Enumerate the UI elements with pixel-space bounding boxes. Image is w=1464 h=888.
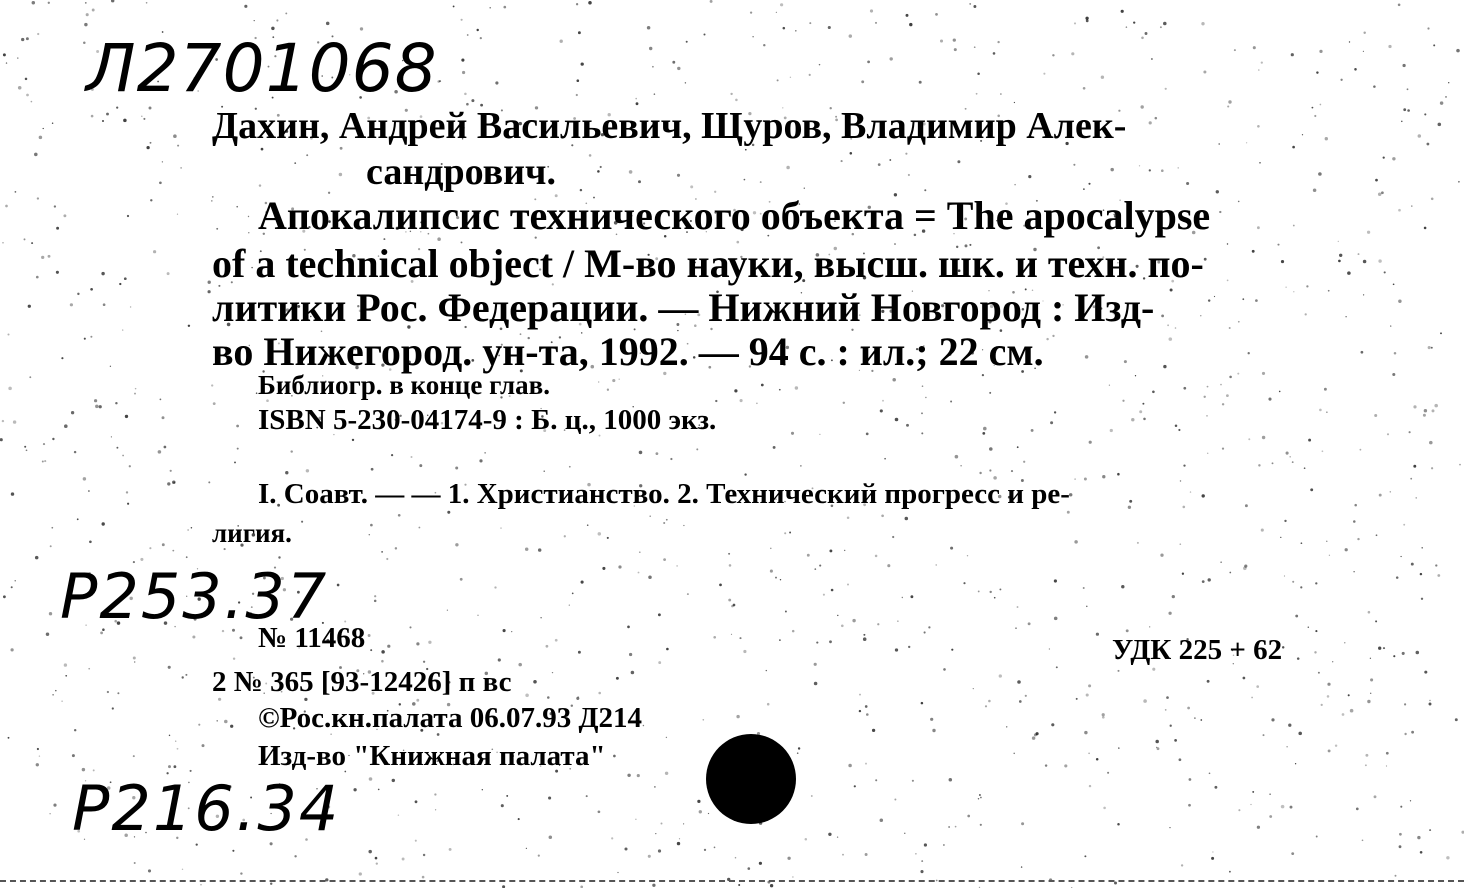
punch-hole (706, 734, 796, 824)
title-line-1: Апокалипсис технического объекта = The apocalypse (258, 193, 1211, 238)
title-line-2: of a technical object / М-во науки, высш. шк. и техн. по- (212, 241, 1204, 286)
call-number-bottom: Р216.34 (72, 772, 341, 845)
copyright-line: ©Рос.кн.палата 06.07.93 Д214 (258, 702, 642, 734)
call-number-top: Л2701068 (86, 30, 438, 107)
isbn-line: ISBN 5-230-04174-9 : Б. ц., 1000 экз. (258, 404, 717, 436)
author-line-1: Дахин, Андрей Васильевич, Щуров, Владимир Алек- (212, 105, 1127, 147)
card-bottom-edge (0, 880, 1464, 888)
title-line-3: литики Рос. Федерации. — Нижний Новгород : Изд- (212, 285, 1155, 330)
author-line-2: сандрович. (366, 151, 556, 193)
line-number: 2 № 365 [93-12426] п вс (212, 666, 512, 698)
tracing-line-2: лигия. (212, 518, 292, 548)
call-number-mid: Р253.37 (60, 560, 329, 633)
publisher-line: Изд-во "Книжная палата" (258, 740, 606, 772)
registration-number: № 11468 (258, 622, 366, 654)
title-line-4: во Нижегород. ун-та, 1992. — 94 с. : ил.; 22 см. (212, 329, 1044, 374)
bibliography-note: Библиогр. в конце глав. (258, 370, 550, 400)
udk-code: УДК 225 + 62 (1112, 634, 1283, 666)
tracing-line-1: I. Соавт. — — 1. Христианство. 2. Технический прогресс и ре- (258, 478, 1070, 510)
